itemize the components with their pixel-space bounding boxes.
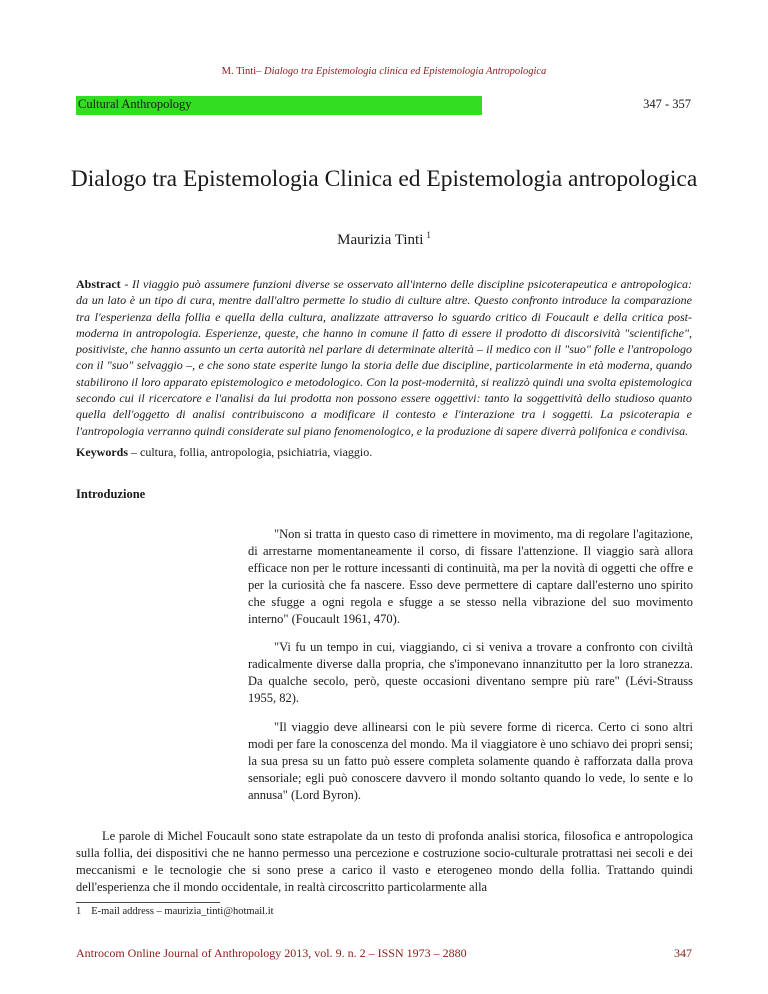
running-header-author: M. Tinti– [221,66,262,77]
footnote-number: 1 [76,906,82,917]
footnote-divider [76,902,220,903]
body-paragraph: Le parole di Michel Foucault sono state estrapolate da un testo di profonda analisi storica, filosofica e antropologica sulla follia, dei dispositivi che ne hanno permesso una percezione e costruzione socio-culturale protrattasi nei secoli e dei meccanismi e le tecnologie che si sono prese a carico il vasto e eterogeneo mondo della follia. Trattando quindi dell'esperienza che il mondo occidentale, in realtà circoscritto particolarmente alla [76,829,693,894]
running-header-title: Dialogo tra Epistemologia clinica ed Epistemologia Antropologica [264,66,547,77]
abstract [76,276,692,439]
paper-title: Dialogo tra Epistemologia Clinica ed Epistemologia antropologica [70,166,698,192]
page-range: 347 - 357 [643,97,691,111]
epigraph-quote-levi-strauss: "Vi fu un tempo in cui, viaggiando, ci si veniva a trovare a confronto con civiltà radicalmente diverse dalla propria, che s'imponevano innanzitutto per la loro stranezza. Da qualche secolo, però, queste occasioni diventano sempre più rare" (Lévi-Strauss 1955, 82). [248,640,693,705]
running-header [0,66,768,77]
keywords [76,445,692,460]
author-line [0,230,768,249]
section-heading-introduzione: Introduzione [76,487,146,501]
footer-journal: Antrocom Online Journal of Anthropology 2013, vol. 9. n. 2 – ISSN 1973 – 2880 [76,946,467,960]
author-footnote-mark[interactable]: 1 [426,230,431,240]
author-name: Maurizia Tinti [337,232,424,248]
section-label: Cultural Anthropology [78,97,192,111]
footnote [76,906,274,917]
epigraph-quote-byron: "Il viaggio deve allinearsi con le più severe forme di ricerca. Certo ci sono altri modi per fare la conoscenza del mondo. Ma il viaggiatore è uno schiavo dei propri sensi; la sua presa su un fatto può essere completa solamente quando è rafforzata dalla prova sensoriale; egli può conoscere davvero il mondo soltanto quando lo vede, lo sente e lo annusa" (Lord Byron). [248,720,693,802]
keywords-text: – cultura, follia, antropologia, psichiatria, viaggio. [128,445,373,459]
epigraph-quote-foucault: "Non si tratta in questo caso di rimettere in movimento, ma di regolare l'agitazione, di arrestarne momentaneamente il corso, di fissare l'attenzione. Il viaggio sarà allora efficace non per le rotture incessanti di continuità, ma per la novità di oggetti che offre e per la curiosità che fa nascere. Esso deve permettere di captare dall'esterno uno spirito che sfugge a ogni regola e sfugge a se stesso nella vibrazione del suo movimento interno" (Foucault 1961, 470). [248,527,693,626]
keywords-label: Keywords [76,445,128,459]
abstract-text: - Il viaggio può assumere funzioni diverse se osservato all'interno delle discipline psicoterapeutica e antropologica: da un lato è un tipo di cura, mentre dall'altro permette lo studio di culture altre. Questo confronto introduce la comparazione tra l'esperienza della follia e quella della cultura, analizzate attraverso lo sguardo critico di Foucault e della critica post-moderna in antropologia. Esperienze, queste, che hanno in comune il fatto di essere il prodotto di discorsività "scientifiche", positiviste, che hanno assunto un certa autorità nel parlare di determinate alterità – il medico con il "suo" folle e l'antropologo con il "suo" selvaggio –, e che sono state esperite lungo la storia delle due discipline, particolarmente in età moderna, quando stabilirono il loro apparato epistemologico e metodologico. Con la post-modernità, si realizzò quindi una svolta epistemologica secondo cui il ricercatore e l'analisi da lui prodotta non possono essere oggettivi: tanto la soggettività dello studioso quanto quella dell'oggetto di analisi contribuiscono a modificare il contesto e l'interazione tra i soggetti. La psicoterapia e l'antropologia verranno quindi considerate sul piano fenomenologico, e la produzione di sapere diverrà polifonica e condivisa. [76,277,692,438]
footnote-text: E-mail address – maurizia_tinti@hotmail.it [91,906,274,917]
footer-page-number: 347 [674,946,692,960]
abstract-label: Abstract [76,277,121,291]
